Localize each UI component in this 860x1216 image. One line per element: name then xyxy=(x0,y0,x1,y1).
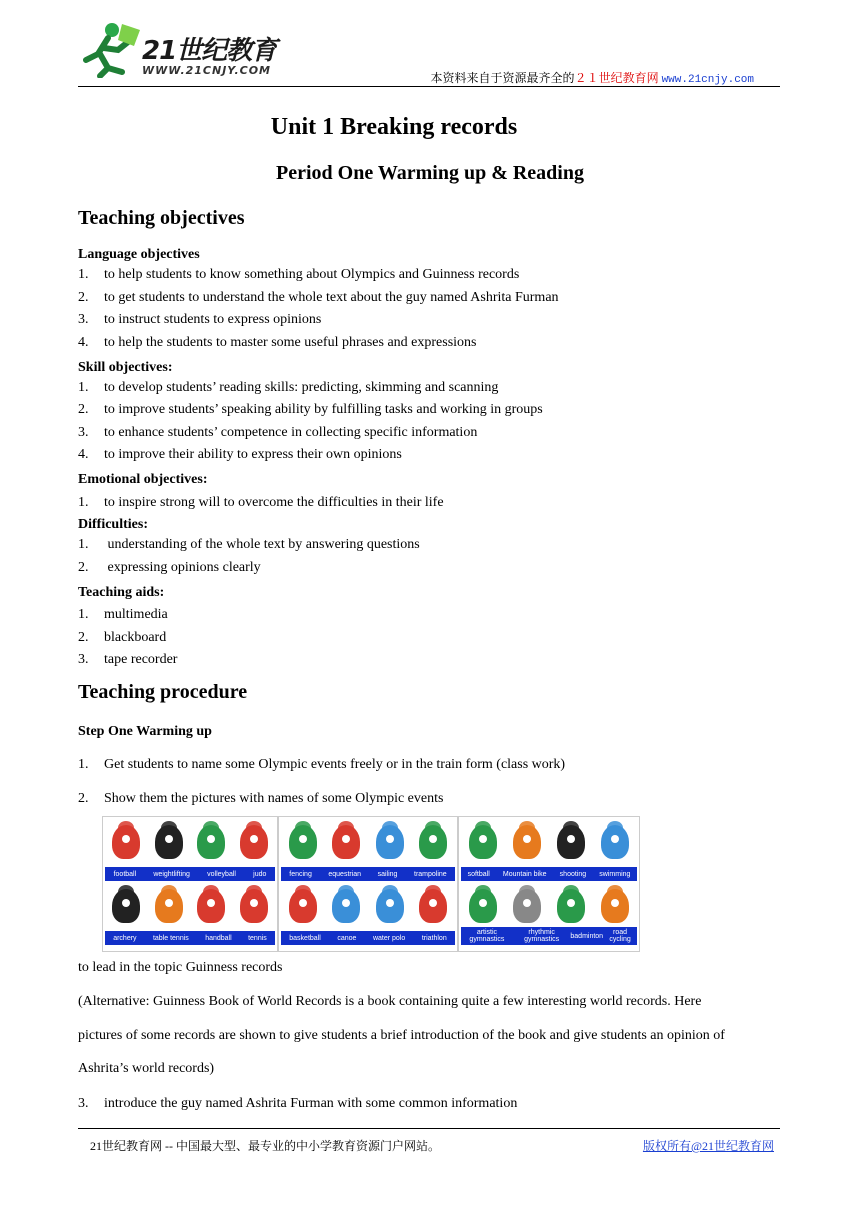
event-label: triathlon xyxy=(421,934,447,942)
emotional-objectives-label: Emotional objectives: xyxy=(78,472,208,487)
step-one-label: Step One Warming up xyxy=(78,724,212,739)
list-item: 3. to enhance students’ competence in collecting specific information xyxy=(78,425,478,440)
event-label: weightlifting xyxy=(153,870,190,878)
list-item: 3. to instruct students to express opinions xyxy=(78,312,322,327)
mascot-icon xyxy=(376,889,404,923)
event-label: rhythmic gymnastics xyxy=(524,929,560,943)
copyright-link[interactable]: 版权所有@21世纪教育网 xyxy=(642,1139,774,1153)
event-label: handball xyxy=(205,934,232,942)
event-label: equestrian xyxy=(328,870,362,878)
mascot-icon xyxy=(155,825,183,859)
event-label: badminton xyxy=(570,932,604,940)
event-label: road cycling xyxy=(609,929,631,943)
mascot-icon xyxy=(112,825,140,859)
event-label: Mountain bike xyxy=(502,870,547,878)
mascot-icon xyxy=(155,889,183,923)
mascot-icon xyxy=(332,889,360,923)
olympic-events-image xyxy=(458,816,640,952)
event-label: shooting xyxy=(559,870,587,878)
footer-left: 21世纪教育网 -- 中国最大型、最专业的中小学教育资源门户网站。 xyxy=(90,1139,440,1153)
olympic-events-image xyxy=(278,816,458,952)
event-label: basketball xyxy=(289,934,321,942)
source-site[interactable]: ２１世纪教育网 xyxy=(574,71,659,85)
list-item: 1. understanding of the whole text by answering questions xyxy=(78,537,420,552)
objectives-heading: Teaching objectives xyxy=(78,207,245,229)
page-footer xyxy=(78,1128,780,1159)
mascot-icon xyxy=(197,889,225,923)
procedure-heading: Teaching procedure xyxy=(78,681,248,703)
list-item: 4. to improve their ability to express their own opinions xyxy=(78,447,402,462)
list-item: 2. to improve students’ speaking ability by fulfilling tasks and working in groups xyxy=(78,402,543,417)
mascot-icon xyxy=(469,825,497,859)
mascot-icon xyxy=(197,825,225,859)
list-item: 2. expressing opinions clearly xyxy=(78,560,261,575)
list-item: 1. multimedia xyxy=(78,607,168,622)
event-label: trampoline xyxy=(414,870,447,878)
event-label: judo xyxy=(253,870,267,878)
mascot-icon xyxy=(469,889,497,923)
alternative-text: Ashrita’s world records) xyxy=(78,1061,215,1076)
event-label: football xyxy=(113,870,137,878)
mascot-icon xyxy=(557,825,585,859)
list-item: 2. to get students to understand the whole text about the guy named Ashrita Furman xyxy=(78,290,559,305)
list-item: 4. to help the students to master some useful phrases and expressions xyxy=(78,335,477,350)
logo-url: WWW.21CNJY.COM xyxy=(142,64,271,77)
list-item: 2. Show them the pictures with names of some Olympic events xyxy=(78,791,444,806)
mascot-icon xyxy=(513,889,541,923)
logo-text: 21世纪教育 xyxy=(142,36,277,66)
lead-in-text: to lead in the topic Guinness records xyxy=(78,960,283,975)
list-item: 1. to inspire strong will to overcome the difficulties in their life xyxy=(78,495,444,510)
alternative-text: (Alternative: Guinness Book of World Records is a book containing quite a few interesting world records. Here xyxy=(78,994,702,1009)
page-subtitle: Period One Warming up & Reading xyxy=(276,162,584,184)
skill-objectives-label: Skill objectives: xyxy=(78,360,173,375)
mascot-icon xyxy=(376,825,404,859)
mascot-icon xyxy=(240,825,268,859)
mascot-icon xyxy=(419,825,447,859)
teaching-aids-label: Teaching aids: xyxy=(78,585,165,600)
mascot-icon xyxy=(601,889,629,923)
mascot-icon xyxy=(419,889,447,923)
list-item: 1. to help students to know something about Olympics and Guinness records xyxy=(78,267,520,282)
event-label: canoe xyxy=(337,934,357,942)
page-header xyxy=(78,20,780,87)
mascot-icon xyxy=(289,889,317,923)
source-prefix: 本资料来自于资源最齐全的 xyxy=(430,71,575,85)
event-label: archery xyxy=(113,934,137,942)
list-item: 3. introduce the guy named Ashrita Furman with some common information xyxy=(78,1096,518,1111)
source-url[interactable]: www.21cnjy.com xyxy=(661,74,754,86)
event-label: softball xyxy=(467,870,490,878)
olympic-events-image xyxy=(102,816,278,952)
site-logo[interactable] xyxy=(78,20,288,82)
mascot-icon xyxy=(289,825,317,859)
runner-icon xyxy=(78,20,144,78)
event-label: artistic gymnastics xyxy=(469,929,505,943)
difficulties-label: Difficulties: xyxy=(78,517,148,532)
mascot-icon xyxy=(332,825,360,859)
mascot-icon xyxy=(240,889,268,923)
mascot-icon xyxy=(601,825,629,859)
list-item: 1. to develop students’ reading skills: predicting, skimming and scanning xyxy=(78,380,499,395)
event-label: volleyball xyxy=(207,870,236,878)
mascot-icon xyxy=(513,825,541,859)
event-label: water polo xyxy=(372,934,406,942)
alternative-text: pictures of some records are shown to give students a brief introduction of the book and give students an opinion of xyxy=(78,1028,725,1043)
list-item: 2. blackboard xyxy=(78,630,167,645)
source-note xyxy=(431,69,754,86)
language-objectives-label: Language objectives xyxy=(78,247,200,262)
page-title: Unit 1 Breaking records xyxy=(270,114,518,140)
event-label: tennis xyxy=(248,934,267,942)
mascot-icon xyxy=(557,889,585,923)
event-label: table tennis xyxy=(152,934,189,942)
list-item: 3. tape recorder xyxy=(78,652,178,667)
mascot-icon xyxy=(112,889,140,923)
list-item: 1. Get students to name some Olympic events freely or in the train form (class work) xyxy=(78,757,566,772)
event-label: fencing xyxy=(289,870,312,878)
event-label: sailing xyxy=(377,870,398,878)
event-label: swimming xyxy=(599,870,631,878)
